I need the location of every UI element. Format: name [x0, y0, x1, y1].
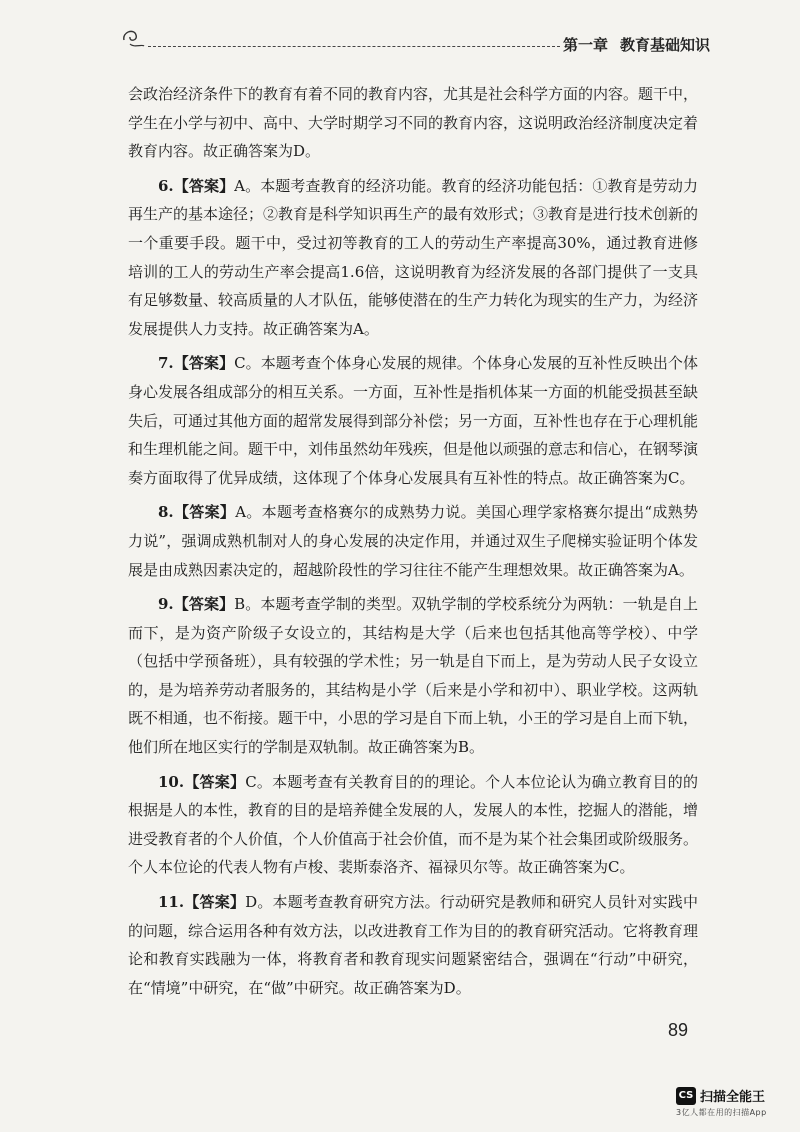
answer-label: 【答案】 — [173, 595, 235, 614]
page-header — [120, 22, 710, 58]
answer-text: B。本题考查学制的类型。双轨学制的学校系统分为两轨：一轨是自上而下，是为资产阶级子女设立的，其结构是大学（后来也包括其他高等学校）、中学（包括中学预备班），具有较强的学术性；另一轨是自下而上，是为劳动人民子女设立的，是为培养劳动者服务的，其结构是小学（后来是小学和初中）、职业学校。这两轨既不相通，也不衔接。题干中，小思的学习是自下而上轨，小王的学习是自上而下轨，他们所在地区实行的学制是双轨制。故正确答案为B。 — [128, 595, 699, 757]
answer-number: 9. — [158, 595, 174, 614]
decorative-swirl-icon — [120, 26, 146, 50]
answer-item-8 — [128, 498, 698, 584]
answer-number: 8. — [158, 503, 174, 522]
answer-text: A。本题考查教育的经济功能。教育的经济功能包括：①教育是劳动力再生产的基本途径；②教育是科学知识再生产的最有效形式；③教育是进行技术创新的一个重要手段。题干中，受过初等教育的工人的劳动生产率提高30%，通过教育进修培训的工人的劳动生产率会提高1.6倍，这说明教育为经济发展的各部门提供了一支具有足够数量、较高质量的人才队伍，能够使潜在的生产力转化为现实的生产力，为经济发展提供人力支持。故正确答案为A。 — [128, 176, 699, 338]
answer-number: 11. — [158, 893, 185, 912]
answer-text: C。本题考查有关教育目的的理论。个人本位论认为确立教育目的的根据是人的本性，教育的目的是培养健全发展的人，发展人的本性，挖掘人的潜能，增进受教育者的个人价值，个人价值高于社会价值，而不是为某个社会集团或阶级服务。个人本位论的代表人物有卢梭、裴斯泰洛齐、福禄贝尔等。故正确答案为C。 — [128, 772, 699, 877]
answer-number: 7. — [158, 354, 174, 373]
answer-item-10 — [128, 768, 698, 882]
answer-label: 【答案】 — [173, 176, 235, 195]
scanner-watermark — [676, 1086, 786, 1118]
answer-label: 【答案】 — [184, 772, 246, 791]
answer-number: 10. — [158, 772, 185, 791]
answer-number: 6. — [158, 176, 174, 195]
answer-item-6 — [128, 172, 698, 344]
chapter-label: 第一章 — [562, 36, 608, 54]
chapter-title: 教育基础知识 — [619, 36, 710, 54]
answer-item-11 — [128, 888, 698, 1002]
page-number: 89 — [667, 1020, 688, 1040]
answer-label: 【答案】 — [184, 893, 246, 912]
chapter-heading — [563, 34, 710, 55]
answer-text: A。本题考查格赛尔的成熟势力说。美国心理学家格赛尔提出“成熟势力说”，强调成熟机制对人的身心发展的决定作用，并通过双生子爬梯实验证明个体发展是由成熟因素决定的，超越阶段性的学习往往不能产生理想效果。故正确答案为A。 — [128, 503, 698, 579]
answer-content — [128, 80, 698, 1008]
answer-text: C。本题考查个体身心发展的规律。个体身心发展的互补性反映出个体身心发展各组成部分的相互关系。一方面，互补性是指机体某一方面的机能受损甚至缺失后，可通过其他方面的超常发展得到部分补偿；另一方面，互补性也存在于心理机能和生理机能之间。题干中，刘伟虽然幼年残疾，但是他以顽强的意志和信心，在钢琴演奏方面取得了优异成绩，这体现了个体身心发展具有互补性的特点。故正确答案为C。 — [128, 354, 699, 487]
answer-label: 【答案】 — [173, 503, 236, 522]
answer-item-9 — [128, 590, 698, 762]
watermark-brand: 扫描全能王 — [700, 1090, 766, 1105]
continuation-paragraph: 会政治经济条件下的教育有着不同的教育内容，尤其是社会科学方面的内容。题干中，学生在小学与初中、高中、大学时期学习不同的教育内容，这说明政治经济制度决定着教育内容。故正确答案为D。 — [128, 85, 699, 161]
answer-item-7 — [128, 349, 698, 492]
answer-text: D。本题考查教育研究方法。行动研究是教师和研究人员针对实践中的问题，综合运用各种有效方法，以改进教育工作为目的的教育研究活动。它将教育理论和教育实践融为一体，将教育者和教育现实问题紧密结合，强调在“行动”中研究，在“情境”中研究，在“做”中研究。故正确答案为D。 — [128, 893, 699, 997]
watermark-tagline: 3亿人都在用的扫描App — [676, 1108, 767, 1117]
answer-label: 【答案】 — [173, 354, 235, 373]
header-rule — [148, 46, 560, 47]
camscanner-logo-icon: CS — [676, 1087, 696, 1105]
